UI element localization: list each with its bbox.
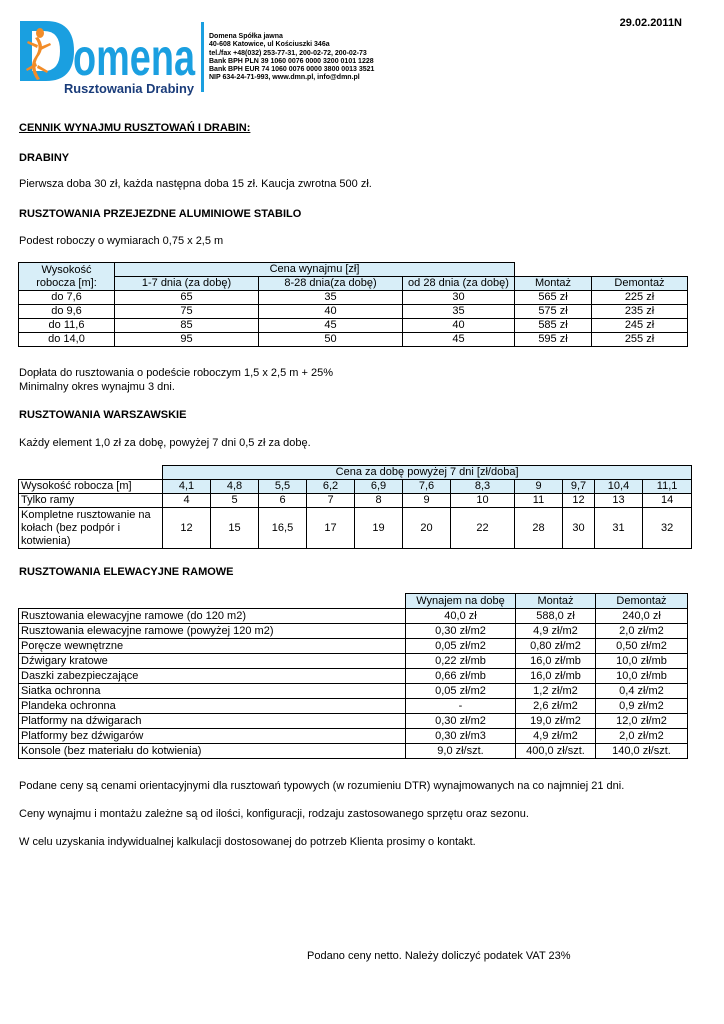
table-cell: 0,30 zł/m2: [406, 714, 516, 729]
table-cell: 2,0 zł/m2: [596, 729, 688, 744]
footer-note-typical: Podane ceny są cenami orientacyjnymi dla rusztowań typowych (w rozumieniu DTR) wynajmowanych na co najmniej 21 dni.: [19, 780, 625, 792]
table-cell: 9,0 zł/szt.: [406, 744, 516, 759]
table-cell: 588,0 zł: [516, 609, 596, 624]
table-cell: -: [406, 699, 516, 714]
table-cell: 595 zł: [515, 333, 592, 347]
table-cell: 45: [259, 319, 403, 333]
warszawskie-row-height-label: Wysokość robocza [m]: [19, 480, 163, 494]
table-row: [19, 609, 688, 624]
table-cell: 75: [115, 305, 259, 319]
elewacyjne-col-montaz: Montaż: [516, 594, 596, 609]
table-cell: 2,0 zł/m2: [596, 624, 688, 639]
section-stabilo-heading: RUSZTOWANIA PRZEJEZDNE ALUMINIOWE STABILO: [19, 208, 302, 220]
stabilo-col-period: 1-7 dnia (za dobę): [115, 277, 259, 291]
table-cell: 0,05 zł/m2: [406, 639, 516, 654]
stabilo-col-height: Wysokość robocza [m]:: [19, 263, 115, 291]
stabilo-col-period: 8-28 dnia(za dobę): [259, 277, 403, 291]
table-cell: 95: [115, 333, 259, 347]
footer-note-pricing: Ceny wynajmu i montażu zależne są od ilości, konfiguracji, rodzaju zastosowanego sprzętu oraz sezonu.: [19, 808, 529, 820]
table-cell: Siatka ochronna: [19, 684, 406, 699]
table-cell: 15: [211, 508, 259, 549]
table-cell: 35: [259, 291, 403, 305]
table-cell: 14: [643, 494, 692, 508]
drabiny-text: Pierwsza doba 30 zł, każda następna doba 15 zł. Kaucja zwrotna 500 zł.: [19, 178, 372, 190]
table-row: [19, 291, 688, 305]
document-date: 29.02.2011N: [619, 17, 682, 29]
table-cell: 2,6 zł/m2: [516, 699, 596, 714]
table-row: [19, 277, 688, 291]
company-address: 40-608 Katowice, ul Kościuszki 346a: [209, 41, 330, 49]
table-cell: Platformy bez dźwigarów: [19, 729, 406, 744]
document-title: CENNIK WYNAJMU RUSZTOWAŃ I DRABIN:: [19, 122, 251, 134]
logo-wordmark: omena: [73, 29, 196, 87]
table-cell: Dźwigary kratowe: [19, 654, 406, 669]
stabilo-col-price: Cena wynajmu [zł]: [115, 263, 515, 277]
height-cell: 4,1: [163, 480, 211, 494]
company-name: Domena Spółka jawna: [209, 33, 283, 40]
company-bank-eur: Bank BPH EUR 74 1060 0076 0000 3800 0013 3521: [209, 66, 375, 74]
table-row: [19, 699, 688, 714]
table-cell: 255 zł: [592, 333, 688, 347]
elewacyjne-col-demontaz: Demontaż: [596, 594, 688, 609]
table-cell: 85: [115, 319, 259, 333]
warszawskie-table: [18, 465, 692, 549]
table-row: [19, 508, 692, 549]
height-cell: 10,4: [595, 480, 643, 494]
table-cell: 8: [355, 494, 403, 508]
table-cell: 0,66 zł/mb: [406, 669, 516, 684]
warszawskie-col-price: Cena za dobę powyżej 7 dni [zł/doba]: [163, 466, 692, 480]
table-cell: 16,0 zł/mb: [516, 669, 596, 684]
table-cell: 0,05 zł/m2: [406, 684, 516, 699]
table-cell: 45: [403, 333, 515, 347]
table-cell: 35: [403, 305, 515, 319]
table-cell: 5: [211, 494, 259, 508]
table-cell: Platformy na dźwigarach: [19, 714, 406, 729]
table-cell: 13: [595, 494, 643, 508]
table-cell: do 14,0: [19, 333, 115, 347]
stabilo-subtitle: Podest roboczy o wymiarach 0,75 x 2,5 m: [19, 235, 224, 247]
table-cell: 11: [515, 494, 563, 508]
table-cell: 0,9 zł/m2: [596, 699, 688, 714]
table-row: [19, 654, 688, 669]
elewacyjne-col-wynajem: Wynajem na dobę: [406, 594, 516, 609]
table-cell: 0,22 zł/mb: [406, 654, 516, 669]
table-cell: 6: [259, 494, 307, 508]
table-cell: do 9,6: [19, 305, 115, 319]
logo-divider: [201, 22, 204, 92]
warszawskie-row-ramy-label: Tylko ramy: [19, 494, 163, 508]
table-row: [19, 594, 688, 609]
company-nip: NIP 634-24-71-993, www.dmn.pl, info@dmn.pl: [209, 74, 360, 82]
table-cell: 225 zł: [592, 291, 688, 305]
stabilo-table: [18, 262, 688, 347]
table-cell: 31: [595, 508, 643, 549]
table-cell: 4,9 zł/m2: [516, 624, 596, 639]
table-cell: 140,0 zł/szt.: [596, 744, 688, 759]
table-cell: 245 zł: [592, 319, 688, 333]
table-cell: do 11,6: [19, 319, 115, 333]
height-cell: 6,9: [355, 480, 403, 494]
stabilo-col-period: od 28 dnia (za dobę): [403, 277, 515, 291]
table-cell: 565 zł: [515, 291, 592, 305]
height-cell: 4,8: [211, 480, 259, 494]
stabilo-col-demontaz: Demontaż: [592, 277, 688, 291]
table-cell: 12: [163, 508, 211, 549]
table-cell: 30: [563, 508, 595, 549]
table-cell: 0,50 zł/m2: [596, 639, 688, 654]
section-elewacyjne-heading: RUSZTOWANIA ELEWACYJNE RAMOWE: [19, 566, 234, 578]
table-cell: 10: [451, 494, 515, 508]
table-cell: 7: [307, 494, 355, 508]
footer-vat-note: Podano ceny netto. Należy doliczyć podatek VAT 23%: [307, 950, 571, 962]
table-cell: 0,80 zł/m2: [516, 639, 596, 654]
table-row: [19, 263, 688, 277]
table-cell: 19: [355, 508, 403, 549]
table-cell: 20: [403, 508, 451, 549]
table-cell: 240,0 zł: [596, 609, 688, 624]
table-row: [19, 669, 688, 684]
table-cell: 16,0 zł/mb: [516, 654, 596, 669]
height-cell: 8,3: [451, 480, 515, 494]
table-cell: Poręcze wewnętrzne: [19, 639, 406, 654]
table-cell: 17: [307, 508, 355, 549]
table-row: [19, 684, 688, 699]
elewacyjne-table: [18, 593, 688, 759]
table-row: [19, 494, 692, 508]
table-row: [19, 639, 688, 654]
table-cell: 40,0 zł: [406, 609, 516, 624]
logo-subtitle: Rusztowania Drabiny: [64, 81, 195, 96]
stabilo-note-minimum: Minimalny okres wynajmu 3 dni.: [19, 381, 175, 393]
table-cell: 0,30 zł/m3: [406, 729, 516, 744]
table-cell: 50: [259, 333, 403, 347]
table-cell: Daszki zabezpieczające: [19, 669, 406, 684]
footer-note-contact: W celu uzyskania indywidualnej kalkulacji dostosowanej do potrzeb Klienta prosimy o kontakt.: [19, 836, 476, 848]
table-cell: 40: [259, 305, 403, 319]
table-cell: 10,0 zł/mb: [596, 654, 688, 669]
table-cell: 0,30 zł/m2: [406, 624, 516, 639]
table-cell: 10,0 zł/mb: [596, 669, 688, 684]
stabilo-note-surcharge: Dopłata do rusztowania o podeście roboczym 1,5 x 2,5 m + 25%: [19, 367, 333, 379]
table-cell: 575 zł: [515, 305, 592, 319]
table-cell: Rusztowania elewacyjne ramowe (powyżej 120 m2): [19, 624, 406, 639]
table-cell: 32: [643, 508, 692, 549]
table-cell: 28: [515, 508, 563, 549]
table-cell: 0,4 zł/m2: [596, 684, 688, 699]
table-row: [19, 714, 688, 729]
table-cell: 400,0 zł/szt.: [516, 744, 596, 759]
table-cell: Plandeka ochronna: [19, 699, 406, 714]
table-cell: do 7,6: [19, 291, 115, 305]
height-cell: 9,7: [563, 480, 595, 494]
section-warszawskie-heading: RUSZTOWANIA WARSZAWSKIE: [19, 409, 187, 421]
table-cell: 22: [451, 508, 515, 549]
company-phone: tel./fax +48(032) 253-77-31, 200-02-72, 200-02-73: [209, 49, 367, 57]
table-cell: 12: [563, 494, 595, 508]
warszawskie-row-kompl-label: Kompletne rusztowanie na kołach (bez podpór i kotwienia): [19, 508, 163, 549]
table-cell: 4: [163, 494, 211, 508]
height-cell: 11,1: [643, 480, 692, 494]
table-row: [19, 305, 688, 319]
company-logo: [16, 17, 196, 97]
table-cell: 30: [403, 291, 515, 305]
table-cell: 19,0 zł/m2: [516, 714, 596, 729]
table-row: [19, 333, 688, 347]
table-cell: 235 zł: [592, 305, 688, 319]
table-cell: 1,2 zł/m2: [516, 684, 596, 699]
table-cell: Rusztowania elewacyjne ramowe (do 120 m2): [19, 609, 406, 624]
height-cell: 7,6: [403, 480, 451, 494]
height-cell: 9: [515, 480, 563, 494]
table-cell: Konsole (bez materiału do kotwienia): [19, 744, 406, 759]
company-info: [209, 33, 374, 83]
table-cell: 16,5: [259, 508, 307, 549]
height-cell: 5,5: [259, 480, 307, 494]
table-cell: 4,9 zł/m2: [516, 729, 596, 744]
table-row: [19, 624, 688, 639]
table-row: [19, 744, 688, 759]
stabilo-col-montaz: Montaż: [515, 277, 592, 291]
table-cell: 12,0 zł/m2: [596, 714, 688, 729]
table-row: [19, 319, 688, 333]
section-drabiny-heading: DRABINY: [19, 152, 70, 164]
table-cell: 40: [403, 319, 515, 333]
table-row: [19, 466, 692, 480]
table-cell: 585 zł: [515, 319, 592, 333]
warszawskie-text: Każdy element 1,0 zł za dobę, powyżej 7 dni 0,5 zł za dobę.: [19, 437, 311, 449]
company-bank-pln: Bank BPH PLN 39 1060 0076 0000 3200 0101 1228: [209, 57, 374, 65]
height-cell: 6,2: [307, 480, 355, 494]
table-cell: 9: [403, 494, 451, 508]
table-row: [19, 729, 688, 744]
table-cell: 65: [115, 291, 259, 305]
table-row: [19, 480, 692, 494]
